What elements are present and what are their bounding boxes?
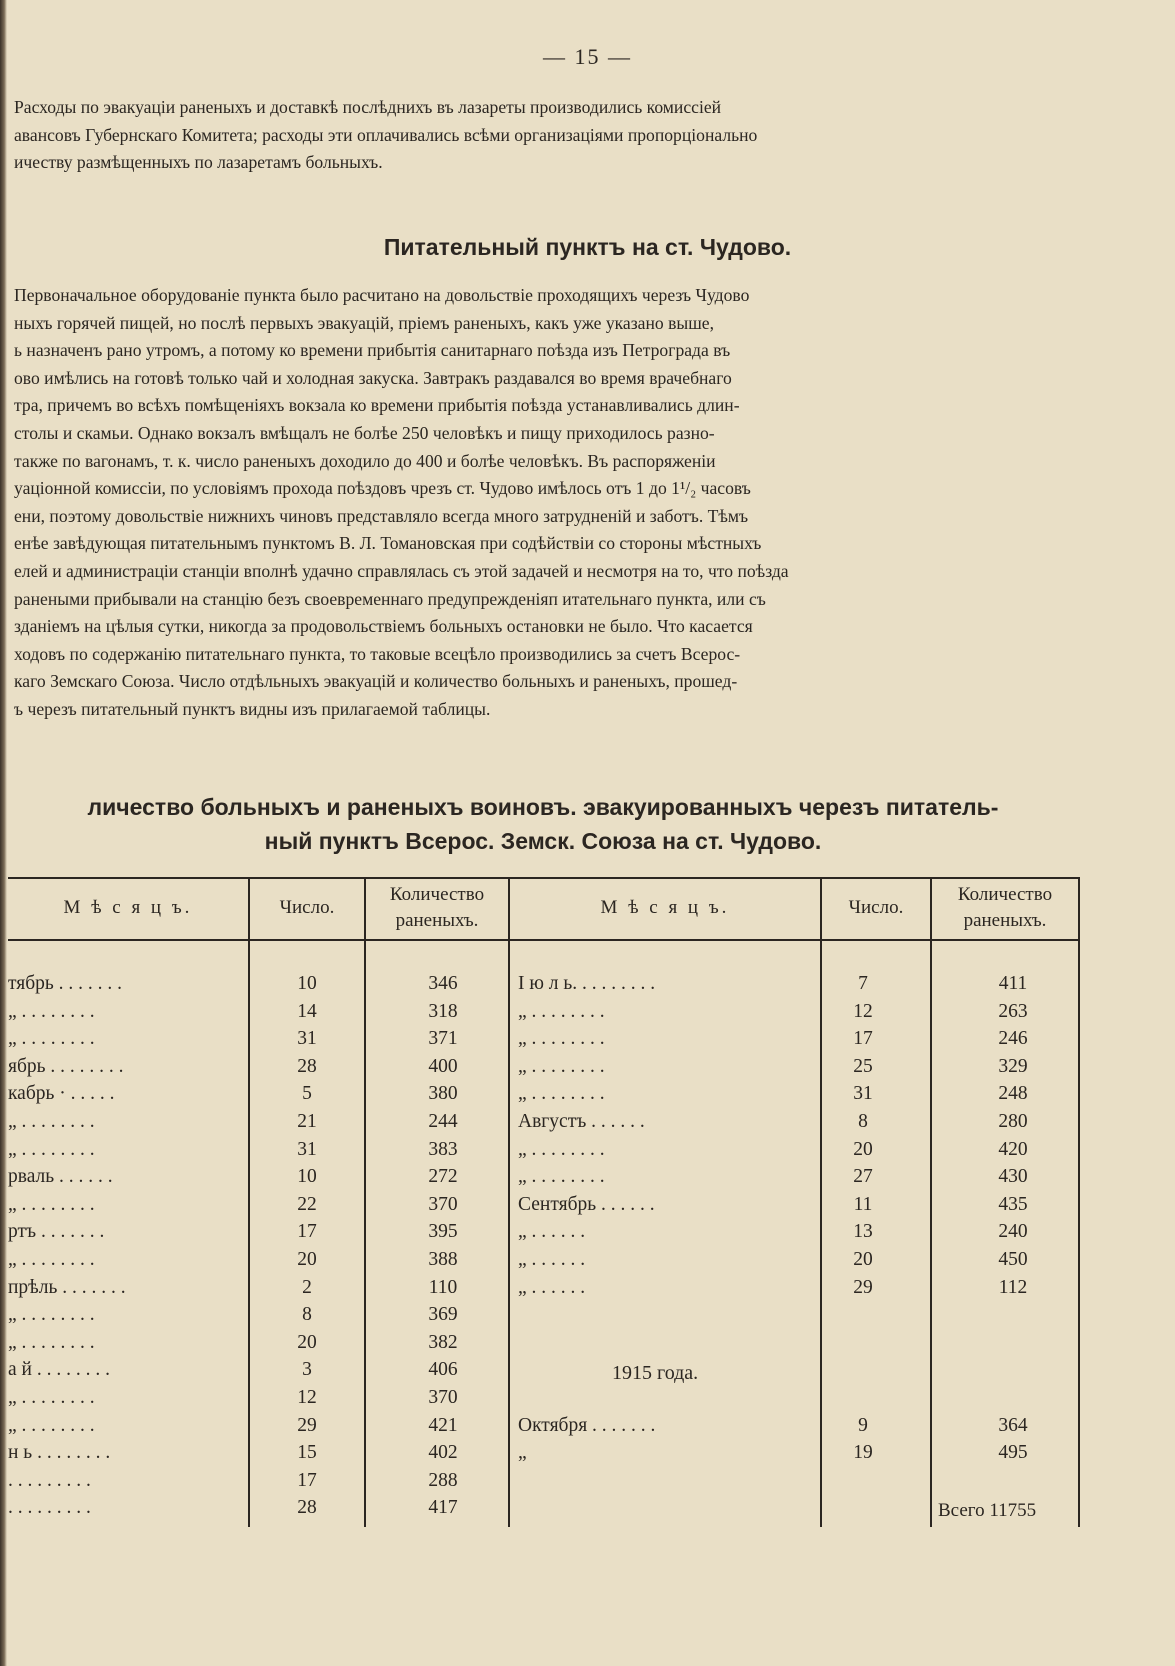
month-cell: ртъ . . . . . . . xyxy=(8,1221,105,1243)
header-month-left: М ѣ с я ц ъ. xyxy=(63,897,193,918)
header-line: раненыхъ. xyxy=(963,910,1047,931)
number-cell: 17 xyxy=(297,1221,317,1243)
month-cell: І ю л ь. . . . . . . . . xyxy=(518,973,656,994)
text-line: ичеству размѣщенныхъ по лазаретамъ больныхъ. xyxy=(14,152,383,173)
text-line: ово имѣлись на готовѣ только чай и холодная закуска. Завтракъ раздавался во время врачебнаго xyxy=(14,367,732,388)
text-line: ходовъ по содержанію питательнаго пункта, то таковые всецѣло производились за счетъ Всерос- xyxy=(14,643,741,664)
table-row xyxy=(8,1387,1080,1415)
number-cell: 13 xyxy=(853,1221,873,1243)
intro-paragraph xyxy=(14,94,1066,177)
month-cell: . . . . . . . . . xyxy=(8,1497,91,1519)
count-cell: 411 xyxy=(998,973,1028,994)
text-line: Расходы по эвакуаціи раненыхъ и доставкѣ послѣднихъ въ лазареты производились комиссіей xyxy=(14,97,722,117)
count-cell: 318 xyxy=(428,1000,458,1022)
month-cell: прѣль . . . . . . . xyxy=(8,1276,126,1298)
month-cell: Октября . . . . . . . xyxy=(518,1414,656,1436)
table-row xyxy=(8,1056,1080,1084)
month-cell: „ . . . . . . xyxy=(518,1276,586,1298)
section-heading: Питательный пунктъ на ст. Чудово. xyxy=(383,234,792,260)
text-line: каго Земскаго Союза. Число отдѣльныхъ эвакуацій и количество больныхъ и раненыхъ, прошед- xyxy=(14,671,738,692)
month-cell: „ . . . . . . xyxy=(518,1221,586,1243)
header-line: Количество xyxy=(389,884,485,905)
count-cell: 402 xyxy=(428,1442,458,1464)
number-cell: 14 xyxy=(297,1000,317,1022)
month-cell: Августъ . . . . . . xyxy=(518,1111,645,1132)
table-top-rule xyxy=(8,877,1080,879)
number-cell: 3 xyxy=(302,1359,312,1381)
count-cell: 370 xyxy=(428,1193,458,1215)
table-title-line: ный пунктъ Всерос. Земск. Союза на ст. Чудово. xyxy=(264,828,822,854)
number-cell: 20 xyxy=(297,1249,317,1270)
count-cell: 495 xyxy=(998,1442,1028,1464)
number-cell: 15 xyxy=(297,1442,317,1464)
number-cell: 21 xyxy=(297,1111,317,1132)
count-cell: 370 xyxy=(428,1387,458,1408)
month-cell: „ . . . . . . . . xyxy=(518,1138,605,1160)
count-cell: 364 xyxy=(998,1414,1028,1436)
table-row xyxy=(8,1249,1080,1277)
month-cell: а й . . . . . . . . xyxy=(8,1359,110,1381)
count-cell: 112 xyxy=(998,1276,1028,1298)
count-cell: 420 xyxy=(998,1138,1028,1160)
table-row xyxy=(8,1111,1080,1139)
number-cell: 2 xyxy=(302,1276,312,1298)
count-cell: 263 xyxy=(998,1000,1028,1022)
month-cell: „ . . . . . . . . xyxy=(8,1111,95,1132)
month-cell: „ . . . . . . . . xyxy=(8,1138,95,1160)
count-cell: 371 xyxy=(428,1028,458,1050)
number-cell: 20 xyxy=(853,1249,873,1270)
header-month-right: М ѣ с я ц ъ. xyxy=(600,897,730,918)
month-cell: „ . . . . . . . . xyxy=(8,1414,95,1436)
month-cell: „ . . . . . . . . xyxy=(8,1028,95,1050)
number-cell: 20 xyxy=(853,1138,873,1160)
number-cell: 9 xyxy=(858,1414,868,1436)
number-cell: 8 xyxy=(302,1304,312,1326)
month-cell: . . . . . . . . . xyxy=(8,1469,91,1491)
count-cell: 110 xyxy=(428,1276,458,1298)
month-cell: „ xyxy=(518,1442,527,1464)
text-line: тра, причемъ во всѣхъ помѣщеніяхъ вокзала ко времени прибытія поѣзда устанавливались длин- xyxy=(14,395,740,416)
text-line: ени, поэтому довольствіе нижнихъ чиновъ представляло всегда много затрудненій и заботъ. Тѣмъ xyxy=(14,505,749,526)
count-cell: 280 xyxy=(998,1111,1028,1132)
header-number-left: Число. xyxy=(279,897,335,918)
month-cell: „ . . . . . . . . xyxy=(518,1083,605,1105)
number-cell: 7 xyxy=(858,973,868,994)
month-cell: рваль . . . . . . xyxy=(8,1166,113,1188)
table-row xyxy=(8,1166,1080,1194)
number-cell: 10 xyxy=(297,1166,317,1188)
year-label: 1915 года. xyxy=(612,1362,699,1384)
text-line: енѣе завѣдующая питательнымъ пунктомъ В. Л. Томановская при содѣйствіи со стороны мѣстныхъ xyxy=(14,533,762,554)
month-cell: „ . . . . . . . . xyxy=(8,1387,95,1408)
text-line: елей и администраціи станціи вполнѣ удачно справлялась съ этой задачей и несмотря на то, что поѣзда xyxy=(14,560,789,581)
header-number-right: Число. xyxy=(848,897,904,918)
month-cell: „ . . . . . . . . xyxy=(518,1000,605,1022)
month-cell: тябрь . . . . . . . xyxy=(8,973,123,994)
number-cell: 29 xyxy=(297,1414,317,1436)
table-row xyxy=(8,1221,1080,1249)
number-cell: 5 xyxy=(302,1083,312,1105)
text-line: ныхъ горячей пищей, но послѣ первыхъ эвакуацій, пріемъ раненыхъ, какъ уже указано выше, xyxy=(14,312,714,333)
number-cell: 12 xyxy=(853,1000,873,1022)
month-cell: „ . . . . . . . . xyxy=(8,1193,95,1215)
table-row xyxy=(8,1442,1080,1470)
number-cell: 20 xyxy=(297,1331,317,1353)
text-line: ранеными прибывали на станцію безъ своевременнаго предупрежденіяп итательнаго пункта, или съ xyxy=(14,588,766,609)
month-cell: „ . . . . . . . . xyxy=(8,1249,95,1270)
number-cell: 8 xyxy=(858,1111,868,1132)
month-cell: „ . . . . . . . . xyxy=(518,1028,605,1050)
page-number: — 15 — xyxy=(543,44,632,69)
count-cell: 421 xyxy=(428,1414,458,1436)
table-title-line: личество больныхъ и раненыхъ воиновъ. эвакуированныхъ черезъ питатель- xyxy=(87,794,999,820)
text-line: уаціонной комиссіи, по условіямъ прохода поѣздовъ чрезъ ст. Чудово имѣлось отъ 1 до 1¹/₂ часовъ xyxy=(14,478,751,499)
text-line: столы и скамьи. Однако вокзалъ вмѣщалъ не болѣе 250 человѣкъ и пищу приходилось разно- xyxy=(14,422,715,443)
table-row xyxy=(8,1139,1080,1167)
table-row xyxy=(8,1001,1080,1029)
table-row xyxy=(8,1359,1080,1387)
table-row xyxy=(8,1194,1080,1222)
text-line: авансовъ Губернскаго Комитета; расходы эти оплачивались всѣми организаціями пропорціонально xyxy=(14,124,758,145)
table-row xyxy=(8,1415,1080,1443)
number-cell: 28 xyxy=(297,1055,317,1077)
number-cell: 11 xyxy=(853,1193,873,1215)
number-cell: 10 xyxy=(297,973,317,994)
count-cell: 244 xyxy=(428,1111,458,1132)
table-title xyxy=(8,790,1078,858)
number-cell: 17 xyxy=(853,1028,873,1050)
header-line: Количество xyxy=(957,884,1053,905)
count-cell: 246 xyxy=(998,1028,1028,1050)
text-line: также по вагонамъ, т. к. число раненыхъ доходило до 400 и болѣе человѣкъ. Въ распоряженіи xyxy=(14,450,716,471)
count-cell: 388 xyxy=(428,1249,458,1270)
number-cell: 31 xyxy=(297,1138,317,1160)
count-cell: 346 xyxy=(428,973,458,994)
table-row xyxy=(8,1470,1080,1498)
table-row xyxy=(8,1028,1080,1056)
count-cell: 435 xyxy=(998,1193,1028,1215)
month-cell: „ . . . . . . . . xyxy=(8,1331,95,1353)
number-cell: 22 xyxy=(297,1193,317,1215)
count-cell: 272 xyxy=(428,1166,458,1188)
table-row xyxy=(8,1083,1080,1111)
text-line: Первоначальное оборудованіе пункта было расчитано на довольствіе проходящихъ черезъ Чудово xyxy=(14,285,750,305)
count-cell: 400 xyxy=(428,1055,458,1077)
text-line: зданіемъ на цѣлыя сутки, никогда за продовольствіемъ больныхъ остановки не было. Что касается xyxy=(14,616,753,637)
number-cell: 19 xyxy=(853,1442,873,1464)
count-cell: 380 xyxy=(428,1083,458,1105)
number-cell: 31 xyxy=(297,1028,317,1050)
month-cell: „ . . . . . . . . xyxy=(8,1304,95,1326)
table-row xyxy=(8,1277,1080,1305)
month-cell: Сентябрь . . . . . . xyxy=(518,1193,655,1215)
number-cell: 31 xyxy=(853,1083,873,1105)
total-count: Всего 11755 xyxy=(938,1500,1037,1521)
number-cell: 17 xyxy=(297,1469,317,1491)
count-cell: 450 xyxy=(998,1249,1028,1270)
header-count-right xyxy=(932,882,1078,934)
count-cell: 382 xyxy=(428,1331,458,1353)
header-line: раненыхъ. xyxy=(395,910,479,931)
month-cell: „ . . . . . . . . xyxy=(8,1000,95,1022)
month-cell: ябрь . . . . . . . . xyxy=(8,1055,124,1077)
number-cell: 28 xyxy=(297,1497,317,1519)
month-cell: н ь . . . . . . . . xyxy=(8,1442,111,1464)
count-cell: 248 xyxy=(998,1083,1028,1105)
count-cell: 417 xyxy=(428,1497,458,1519)
month-cell: „ . . . . . . . . xyxy=(518,1055,605,1077)
evacuation-table xyxy=(8,877,1080,1533)
month-cell: „ . . . . . . xyxy=(518,1249,586,1270)
count-cell: 406 xyxy=(428,1359,458,1381)
table-row xyxy=(8,1304,1080,1332)
count-cell: 369 xyxy=(428,1304,458,1326)
count-cell: 329 xyxy=(998,1055,1028,1077)
number-cell: 12 xyxy=(297,1387,317,1408)
number-cell: 27 xyxy=(853,1166,873,1188)
table-header-rule xyxy=(8,939,1080,941)
table-row xyxy=(8,973,1080,1001)
month-cell: кабрь · . . . . . xyxy=(8,1083,115,1105)
month-cell: „ . . . . . . . . xyxy=(518,1166,605,1188)
count-cell: 288 xyxy=(428,1469,458,1491)
number-cell: 25 xyxy=(853,1055,873,1077)
count-cell: 383 xyxy=(428,1138,458,1160)
count-cell: 240 xyxy=(998,1221,1028,1243)
text-line: ъ черезъ питательный пунктъ видны изъ прилагаемой таблицы. xyxy=(14,698,491,719)
header-count-left xyxy=(366,882,508,934)
count-cell: 430 xyxy=(998,1166,1028,1188)
number-cell: 29 xyxy=(853,1276,873,1298)
count-cell: 395 xyxy=(428,1221,458,1243)
table-row xyxy=(8,1497,1080,1525)
main-paragraph xyxy=(14,282,1066,724)
table-row xyxy=(8,1332,1080,1360)
text-line: ь назначенъ рано утромъ, а потому ко времени прибытія санитарнаго поѣзда изъ Петрограда въ xyxy=(14,340,731,361)
